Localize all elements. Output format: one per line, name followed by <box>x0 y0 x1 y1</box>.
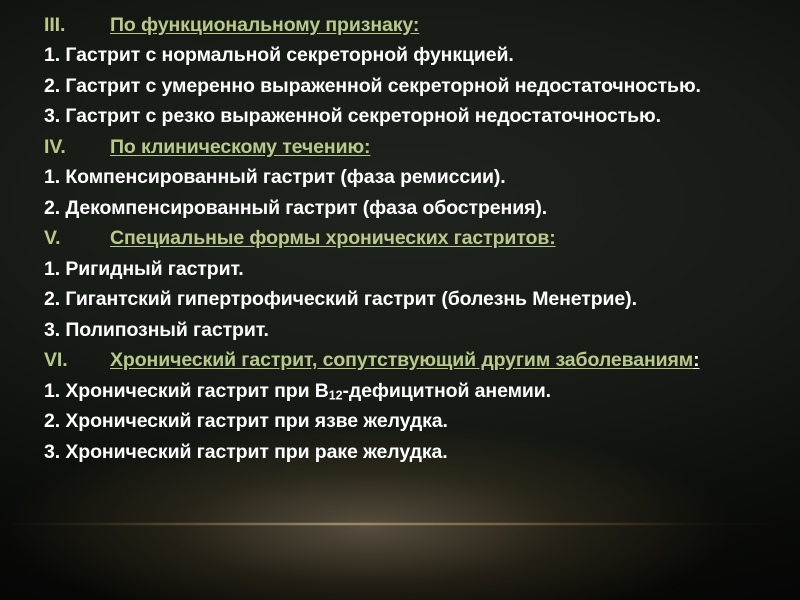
heading-numeral: IV. <box>44 135 66 158</box>
list-item-text-post: -дефицитной анемии. <box>342 379 551 402</box>
list-item: 2. Хронический гастрит при язве желудка. <box>44 410 448 432</box>
list-heading-vi <box>44 346 768 377</box>
slide-body <box>44 10 768 468</box>
list-heading-iv <box>44 132 768 163</box>
list-item: 1. Гастрит с нормальной секреторной функцией. <box>44 44 514 66</box>
list-item: 2. Гигантский гипертрофический гастрит (болезнь Менетрие). <box>44 288 637 310</box>
list-heading-v <box>44 224 768 255</box>
list-item: 3. Хронический гастрит при раке желудка. <box>44 440 448 463</box>
list-item: 1. Компенсированный гастрит (фаза ремиссии). <box>44 166 506 188</box>
list-item: 2. Гастрит с умеренно выраженной секреторной недостаточностью. <box>44 74 701 97</box>
heading-text: По клиническому течению: <box>110 135 371 158</box>
list-item: 3. Полипозный гастрит. <box>44 318 269 341</box>
heading-numeral: VI. <box>44 349 68 371</box>
heading-text: По функциональному признаку: <box>110 13 420 36</box>
list-item-text-pre: 1. Хронический гастрит при В <box>44 379 329 402</box>
heading-numeral: III. <box>44 13 66 36</box>
list-heading-iii <box>44 10 768 41</box>
heading-text: Хронический гастрит, сопутствующий другим заболеваниям <box>110 349 694 371</box>
list-item <box>44 376 768 407</box>
list-item-subscript: 12 <box>328 388 343 403</box>
list-item: 1. Ригидный гастрит. <box>44 257 244 280</box>
list-item: 3. Гастрит с резко выраженной секреторной недостаточностью. <box>44 105 661 127</box>
list-item: 2. Декомпенсированный гастрит (фаза обострения). <box>44 196 548 219</box>
heading-colon: : <box>693 349 700 371</box>
heading-numeral: V. <box>44 227 61 249</box>
heading-text: Специальные формы хронических гастритов: <box>110 227 556 249</box>
